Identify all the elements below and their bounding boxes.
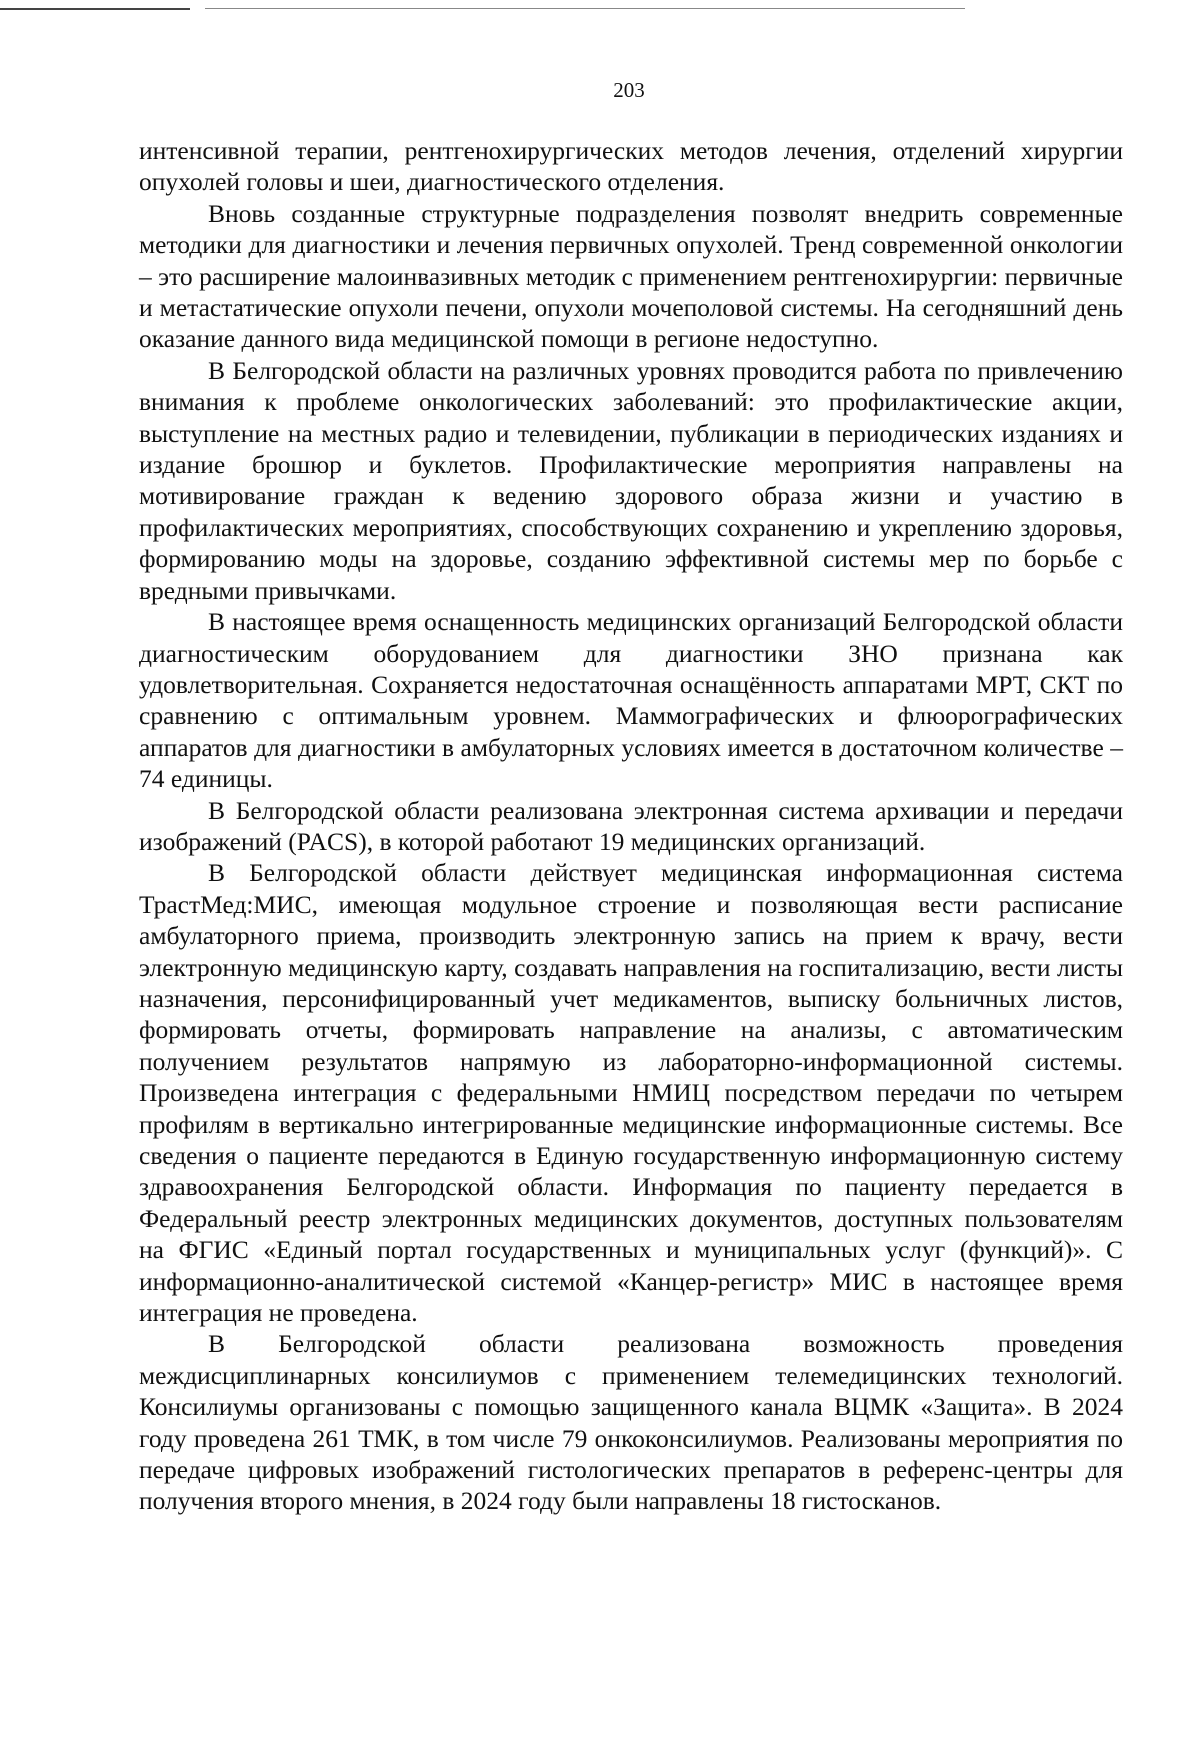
document-body bbox=[139, 135, 1123, 1517]
scan-edge-line-left bbox=[0, 8, 190, 10]
paragraph-continuation: интенсивной терапии, рентгенохирургических методов лечения, отделений хирургии опухолей головы и шеи, диагностического отделения. bbox=[139, 136, 1123, 197]
paragraph-pacs-system: В Белгородской области реализована электронная система архивации и передачи изображений (PACS), в которой работают 19 медицинских организаций. bbox=[139, 795, 1123, 856]
page-number: 203 bbox=[613, 78, 645, 102]
scan-edge-line-right bbox=[205, 8, 965, 9]
paragraph-telemedicine-consiliums: В Белгородской области реализована возможность проведения междисциплинарных консилиумов с применением телемедицинских технологий. Консилиумы организованы с помощью защищенного канала ВЦМК «Защита». В 2024 году проведена 261 ТМК, в том числе 79 онкоконсилиумов. Реализованы мероприятия по передаче цифровых изображений гистологических препаратов в референс-центры для получения второго мнения, в 2024 году были направлены 18 гистосканов. bbox=[139, 1329, 1123, 1516]
paragraph-prevention-work: В Белгородской области на различных уровнях проводится работа по привлечению внимания к проблеме онкологических заболеваний: это профилактические акции, выступление на местных радио и телевидении, публикации в периодических изданиях и издание брошюр и буклетов. Профилактические мероприятия направлены на мотивирование граждан к ведению здорового образа жизни и участию в профилактических мероприятиях, способствующих сохранению и укреплению здоровья, формированию моды на здоровье, созданию эффективной системы мер по борьбе с вредными привычками. bbox=[139, 355, 1123, 605]
paragraph-new-units: Вновь созданные структурные подразделения позволят внедрить современные методики для диагностики и лечения первичных опухолей. Тренд современной онкологии – это расширение малоинвазивных методик с применением рентгенохирургии: первичные и метастатические опухоли печени, опухоли мочеполовой системы. На сегодняшний день оказание данного вида медицинской помощи в регионе недоступно. bbox=[139, 198, 1123, 354]
paragraph-medical-information-system: В Белгородской области действует медицинская информационная система ТрастМед:МИС, имеющая модульное строение и позволяющая вести расписание амбулаторного приема, производить электронную запись на прием к врачу, вести электронную медицинскую карту, создавать направления на госпитализацию, вести листы назначения, персонифицированный учет медикаментов, выписку больничных листов, формировать отчеты, формировать направление на анализы, с автоматическим получением результатов напрямую из лабораторно-информационной системы. Произведена интеграция с федеральными НМИЦ посредством передачи по четырем профилям в вертикально интегрированные медицинские информационные системы. Все сведения о пациенте передаются в Единую государственную информационную систему здравоохранения Белгородской области. Информация по пациенту передается в Федеральный реестр электронных медицинских документов, доступных пользователям на ФГИС «Единый портал государственных и муниципальных услуг (функций)». С информационно-аналитической системой «Канцер-регистр» МИС в настоящее время интеграция не проведена. bbox=[139, 858, 1123, 1328]
paragraph-diagnostic-equipment: В настоящее время оснащенность медицинских организаций Белгородской области диагностическим оборудованием для диагностики ЗНО признана как удовлетворительная. Сохраняется недостаточная оснащённость аппаратами МРТ, СКТ по сравнению с оптимальным уровнем. Маммографических и флюорографических аппаратов для диагностики в амбулаторных условиях имеется в достаточном количестве – 74 единицы. bbox=[139, 607, 1123, 794]
